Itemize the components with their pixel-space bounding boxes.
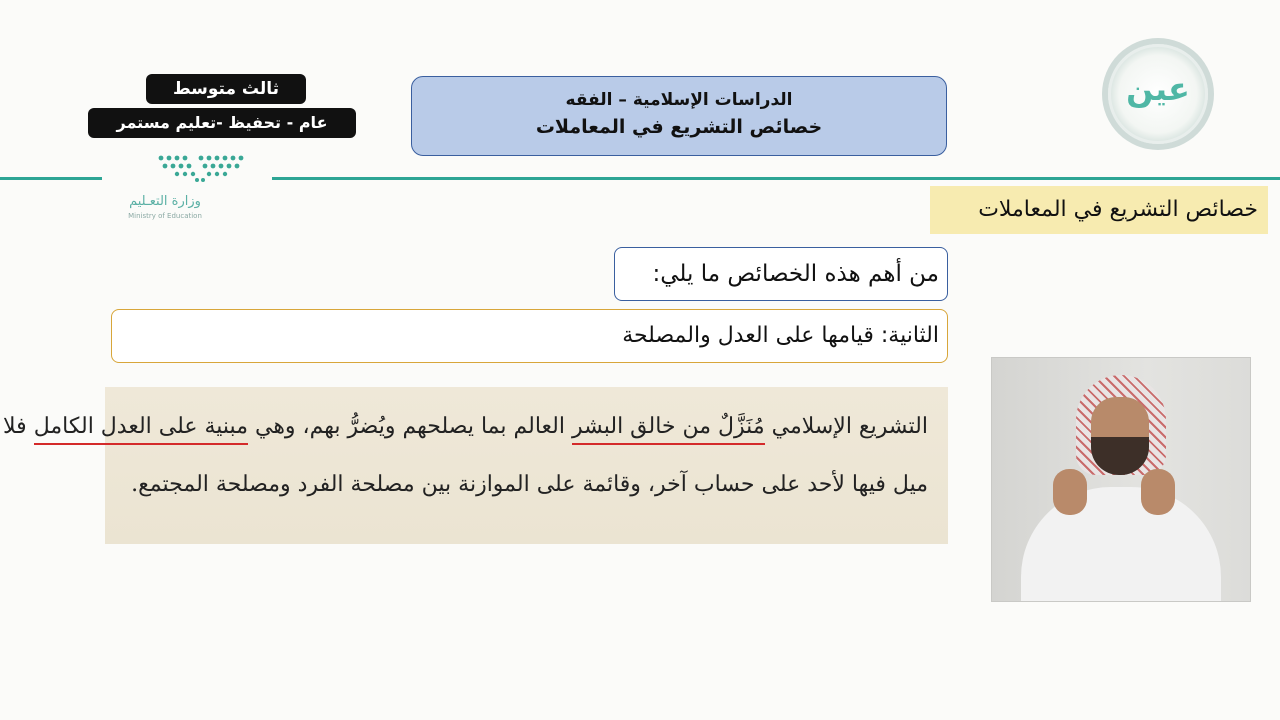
excerpt-line-2: ميل فيها لأحد على حساب آخر، وقائمة على الموازنة بين مصلحة الفرد ومصلحة المجتمع. [131, 472, 928, 497]
ministry-dots-icon [155, 152, 247, 184]
intro-box [614, 247, 948, 301]
excerpt-text: التشريع الإسلامي [764, 414, 928, 439]
divider-left [0, 177, 102, 180]
intro-text: من أهم هذه الخصائص ما يلي: [652, 261, 939, 287]
topic-bar [930, 186, 1268, 234]
topic-title: خصائص التشريع في المعاملات [978, 197, 1258, 222]
ministry-logo [105, 152, 215, 224]
divider-right [272, 177, 1280, 180]
underlined-phrase: مُنَزَّلٌ من خالق البشر [572, 414, 765, 445]
excerpt-text: فلا [3, 414, 34, 439]
second-characteristic-box [111, 309, 948, 363]
lesson-title: خصائص التشريع في المعاملات [535, 116, 823, 138]
track-badge: عام - تحفيظ -تعليم مستمر [88, 108, 356, 138]
grade-badge: ثالث متوسط [146, 74, 306, 104]
ain-channel-logo [1108, 44, 1208, 144]
subject-title: الدراسات الإسلامية – الفقه [565, 90, 793, 110]
second-characteristic-text: الثانية: قيامها على العدل والمصلحة [622, 323, 939, 348]
excerpt-line-1 [3, 411, 928, 443]
excerpt-text: العالم بما يصلحهم ويُضرُّ بهم، وهي [247, 414, 572, 439]
ain-logo-text: عين [1126, 70, 1190, 108]
video-frame [991, 357, 1251, 602]
lesson-header [411, 76, 947, 156]
textbook-excerpt [3, 387, 948, 544]
ministry-name-ar: وزارة التعـليم [129, 194, 201, 209]
presenter-video [991, 357, 1251, 602]
underlined-phrase: مبنية على العدل الكامل [34, 414, 248, 445]
ministry-name-en: Ministry of Education [128, 212, 202, 220]
